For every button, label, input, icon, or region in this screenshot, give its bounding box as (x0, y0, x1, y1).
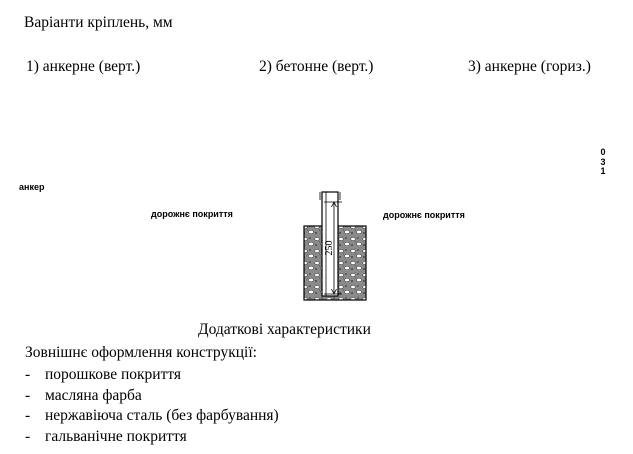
list-item-text: гальванічне покриття (45, 428, 187, 445)
list-dash: - (25, 428, 31, 445)
list-dash: - (25, 387, 31, 404)
dimension-label: 250 (324, 240, 335, 256)
mounting-option-2: 2) бетонне (верт.) (259, 58, 374, 75)
list-dash: - (25, 366, 31, 383)
road-surface-label-left: дорожнє покриття (151, 209, 233, 219)
list-item (25, 387, 142, 405)
exterior-design-heading: Зовнішнє оформлення конструкції: (25, 344, 257, 361)
concrete-mount-diagram (302, 188, 368, 302)
vertical-code-label: 0 3 1 (600, 147, 606, 176)
mounting-option-1: 1) анкерне (верт.) (26, 58, 141, 75)
mounting-option-3: 3) анкерне (гориз.) (468, 58, 591, 75)
list-dash: - (25, 407, 31, 424)
list-item-text: порошкове покриття (45, 366, 182, 383)
anchor-label: анкер (19, 182, 45, 192)
additional-characteristics-heading: Додаткові характеристики (198, 321, 371, 338)
page-title: Варіанти кріплень, мм (24, 14, 173, 31)
list-item-text: нержавіюча сталь (без фарбування) (45, 407, 279, 424)
list-item (25, 428, 187, 446)
list-item-text: масляна фарба (45, 387, 142, 404)
road-surface-label-right: дорожнє покриття (383, 210, 465, 220)
list-item (25, 407, 279, 425)
list-item (25, 366, 181, 384)
